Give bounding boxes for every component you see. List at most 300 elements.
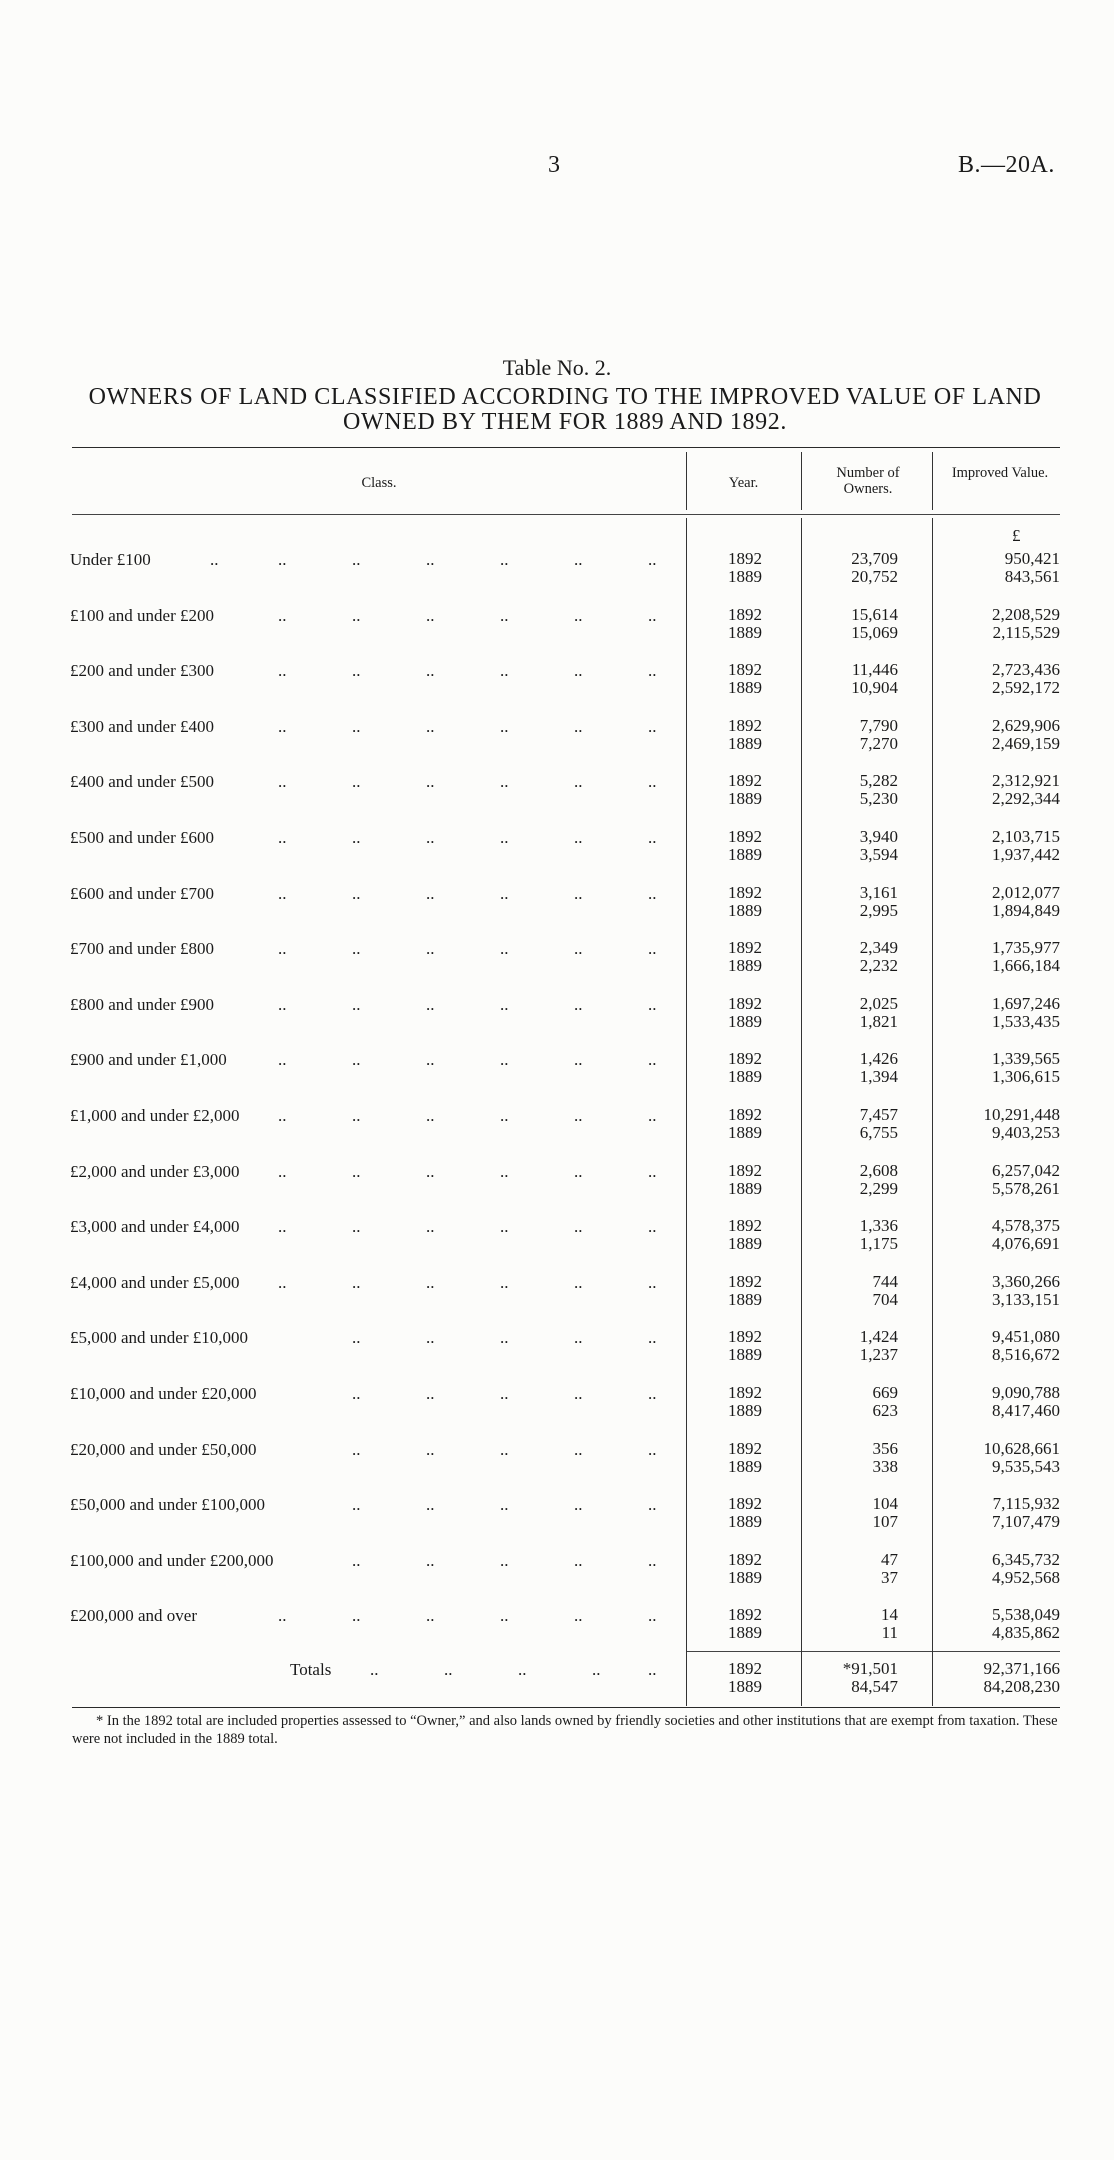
leader-dots: .. <box>352 994 361 1014</box>
owners-count: 14 <box>881 1605 898 1625</box>
row-years <box>710 939 780 975</box>
year: 1889 <box>728 1178 762 1198</box>
year: 1892 <box>728 1216 762 1236</box>
totals-row <box>0 1660 1114 1700</box>
leader-dots: .. <box>500 994 509 1014</box>
table-row <box>0 1217 1114 1257</box>
year: 1889 <box>728 1123 762 1142</box>
leader-dots: .. <box>648 1161 657 1181</box>
leader-dots: .. <box>500 1439 509 1459</box>
leader-dots: .. <box>352 1495 361 1515</box>
table-top-rule <box>72 447 1060 448</box>
year: 1892 <box>728 1549 762 1569</box>
year: 1892 <box>728 1049 762 1069</box>
document-reference: B.—20A. <box>958 152 1055 178</box>
row-owners <box>800 717 898 753</box>
row-values <box>930 995 1060 1031</box>
leader-dots: .. <box>278 828 287 847</box>
leader-dots: .. <box>648 1272 657 1292</box>
leader-dots: .. <box>278 1272 287 1292</box>
leader-dots: .. <box>426 716 435 736</box>
row-owners <box>800 550 898 586</box>
leader-dots: .. <box>278 883 287 903</box>
owners-count: 15,614 <box>851 604 898 624</box>
year: 1892 <box>728 1383 762 1402</box>
year: 1889 <box>728 900 762 920</box>
totals-label: Totals <box>290 1660 332 1679</box>
leader-dots: .. <box>500 661 509 681</box>
leader-dots: .. <box>426 1606 435 1626</box>
column-header-year: Year. <box>728 475 759 491</box>
class-label: Under £100 <box>70 550 151 569</box>
improved-value: 6,345,732 <box>992 1549 1060 1569</box>
leader-dots: .. <box>574 1217 583 1237</box>
year: 1892 <box>728 1105 762 1124</box>
class-label: £20,000 and under £50,000 <box>70 1439 257 1459</box>
leader-dots: .. <box>574 772 583 792</box>
leader-dots: .. <box>648 550 657 569</box>
year: 1892 <box>728 993 762 1013</box>
leader-dots: .. <box>278 1050 287 1070</box>
owners-count: 6,755 <box>859 1123 898 1142</box>
row-years <box>710 1440 780 1476</box>
leader-dots: .. <box>500 1495 509 1515</box>
leader-dots: .. <box>500 1106 509 1125</box>
owners-count: 1,424 <box>859 1327 898 1347</box>
year: 1892 <box>728 604 762 624</box>
owners-count: 2,232 <box>859 956 898 976</box>
table-title: Table No. 2. <box>502 355 612 380</box>
leader-dots: .. <box>574 1606 583 1626</box>
table-row <box>0 1606 1114 1646</box>
improved-value: 1,339,565 <box>992 1049 1060 1069</box>
improved-value: 2,012,077 <box>992 882 1060 902</box>
owners-count: 20,752 <box>851 567 898 586</box>
class-label: £4,000 and under £5,000 <box>70 1272 240 1292</box>
improved-value: 9,090,788 <box>992 1383 1060 1402</box>
improved-value: 2,115,529 <box>992 622 1060 642</box>
improved-value: 2,469,159 <box>992 733 1060 753</box>
year: 1889 <box>728 1067 762 1087</box>
year: 1892 <box>728 882 762 902</box>
improved-value: 4,578,375 <box>992 1216 1060 1236</box>
leader-dots: .. <box>352 883 361 903</box>
row-years <box>710 1606 780 1642</box>
owners-count: 3,594 <box>859 845 898 864</box>
owners-count: 7,270 <box>859 733 898 753</box>
class-label: £100 and under £200 <box>70 605 215 625</box>
leader-dots: .. <box>426 883 435 903</box>
value-unit: £ <box>1012 526 1021 545</box>
improved-value: 8,417,460 <box>992 1401 1060 1420</box>
table-row <box>0 1495 1114 1535</box>
leader-dots: .. <box>352 1050 361 1070</box>
class-label: £700 and under £800 <box>70 939 215 959</box>
leader-dots: .. <box>648 716 657 736</box>
leader-dots: .. <box>500 1550 509 1570</box>
owners-count: 1,426 <box>859 1049 898 1069</box>
leader-dots: .. <box>592 1660 601 1679</box>
improved-value: 843,561 <box>1004 567 1060 586</box>
leader-dots: .. <box>278 1106 287 1125</box>
totals-owners <box>800 1660 898 1696</box>
improved-value: 1,894,849 <box>992 900 1060 920</box>
row-years <box>710 717 780 753</box>
leader-dots: .. <box>426 939 435 959</box>
improved-value: 2,103,715 <box>992 827 1060 846</box>
year: 1892 <box>728 1494 762 1514</box>
leader-dots: .. <box>352 605 361 625</box>
leader-dots: .. <box>574 1328 583 1348</box>
improved-value: 5,578,261 <box>992 1178 1060 1198</box>
leader-dots: .. <box>500 1050 509 1070</box>
leader-dots: .. <box>352 661 361 681</box>
row-values <box>930 1217 1060 1253</box>
row-years <box>710 772 780 808</box>
year: 1889 <box>728 1234 762 1254</box>
row-owners <box>800 828 898 864</box>
row-owners <box>800 1606 898 1642</box>
improved-value: 4,076,691 <box>992 1234 1060 1254</box>
row-values <box>930 550 1060 586</box>
row-values <box>930 1440 1060 1476</box>
table-row <box>0 828 1114 868</box>
owners-count: 5,230 <box>859 789 898 809</box>
year: 1889 <box>728 789 762 809</box>
leader-dots: .. <box>426 1384 435 1403</box>
improved-value: 2,292,344 <box>992 789 1060 809</box>
class-label: £600 and under £700 <box>70 883 215 903</box>
row-values <box>930 661 1060 697</box>
year: 1889 <box>728 956 762 976</box>
totals-years <box>710 1660 780 1696</box>
leader-dots: .. <box>500 1161 509 1181</box>
leader-dots: .. <box>648 772 657 792</box>
row-years <box>710 1328 780 1364</box>
leader-dots: .. <box>426 1272 435 1292</box>
leader-dots: .. <box>426 1050 435 1070</box>
leader-dots: .. <box>370 1660 379 1679</box>
leader-dots: .. <box>352 1606 361 1626</box>
leader-dots: .. <box>574 605 583 625</box>
row-values <box>930 1384 1060 1420</box>
row-owners <box>800 1162 898 1198</box>
leader-dots: .. <box>648 1495 657 1515</box>
class-label: £100,000 and under £200,000 <box>70 1550 274 1570</box>
owners-count: 704 <box>872 1289 898 1309</box>
leader-dots: .. <box>426 772 435 792</box>
table-row <box>0 1551 1114 1591</box>
year: 1892 <box>728 549 762 568</box>
class-label: £5,000 and under £10,000 <box>70 1328 249 1348</box>
improved-value: 950,421 <box>1004 549 1060 568</box>
class-label: £300 and under £400 <box>70 716 215 736</box>
leader-dots: .. <box>500 1328 509 1348</box>
owners-count: 744 <box>872 1271 898 1291</box>
row-years <box>710 550 780 586</box>
leader-dots: .. <box>426 1161 435 1181</box>
row-years <box>710 1106 780 1142</box>
table-row <box>0 606 1114 646</box>
leader-dots: .. <box>278 716 287 736</box>
leader-dots: .. <box>352 939 361 959</box>
leader-dots: .. <box>352 1217 361 1237</box>
leader-dots: .. <box>278 605 287 625</box>
class-label: £2,000 and under £3,000 <box>70 1161 240 1181</box>
table-row <box>0 550 1114 590</box>
row-values <box>930 1606 1060 1642</box>
year: 1892 <box>728 827 762 846</box>
leader-dots: .. <box>574 1495 583 1515</box>
improved-value: 1,735,977 <box>992 938 1060 958</box>
leader-dots: .. <box>426 828 435 847</box>
improved-value: 1,306,615 <box>992 1067 1060 1087</box>
year: 1889 <box>728 1401 762 1420</box>
leader-dots: .. <box>352 1161 361 1181</box>
row-years <box>710 1551 780 1587</box>
leader-dots: .. <box>278 661 287 681</box>
leader-dots: .. <box>426 550 435 569</box>
leader-dots: .. <box>574 1384 583 1403</box>
leader-dots: .. <box>574 939 583 959</box>
owners-count: 2,995 <box>859 900 898 920</box>
owners-count: 1,336 <box>859 1216 898 1236</box>
leader-dots: .. <box>500 828 509 847</box>
improved-value: 2,208,529 <box>992 604 1060 624</box>
leader-dots: .. <box>648 994 657 1014</box>
row-owners <box>800 995 898 1031</box>
row-values <box>930 939 1060 975</box>
leader-dots: .. <box>648 828 657 847</box>
column-header-owners: Number of Owners. <box>836 465 900 497</box>
row-owners <box>800 661 898 697</box>
leader-dots: .. <box>574 716 583 736</box>
class-label: £3,000 and under £4,000 <box>70 1217 240 1237</box>
leader-dots: .. <box>500 716 509 736</box>
year: 1892 <box>728 938 762 958</box>
leader-dots: .. <box>352 1272 361 1292</box>
leader-dots: .. <box>574 883 583 903</box>
owners-count: 2,025 <box>859 993 898 1013</box>
row-values <box>930 1551 1060 1587</box>
leader-dots: .. <box>518 1660 527 1679</box>
row-years <box>710 1217 780 1253</box>
row-values <box>930 1273 1060 1309</box>
table-row <box>0 1384 1114 1424</box>
improved-value: 8,516,672 <box>992 1345 1060 1365</box>
improved-value: 2,723,436 <box>992 660 1060 680</box>
owners-count: 3,940 <box>859 827 898 846</box>
improved-value: 1,697,246 <box>992 993 1060 1013</box>
totals-values <box>930 1660 1060 1696</box>
year: 1889 <box>728 622 762 642</box>
footnote: * In the 1892 total are included properties assessed to “Owner,” and also lands owned by friendly societies and other institutions that are exempt from taxation. These were not included in the 1889 total. <box>72 1713 1058 1747</box>
year: 1889 <box>728 1623 762 1643</box>
row-years <box>710 1162 780 1198</box>
leader-dots: .. <box>648 1106 657 1125</box>
row-values <box>930 1162 1060 1198</box>
row-owners <box>800 606 898 642</box>
row-values <box>930 884 1060 920</box>
row-years <box>710 1050 780 1086</box>
table-row <box>0 1050 1114 1090</box>
leader-dots: .. <box>352 1384 361 1403</box>
owners-count: 5,282 <box>859 771 898 791</box>
year: 1892 <box>728 771 762 791</box>
leader-dots: .. <box>648 1050 657 1070</box>
row-values <box>930 1328 1060 1364</box>
leader-dots: .. <box>574 1550 583 1570</box>
improved-value: 4,952,568 <box>992 1567 1060 1587</box>
leader-dots: .. <box>648 1606 657 1626</box>
leader-dots: .. <box>574 828 583 847</box>
class-label: £900 and under £1,000 <box>70 1050 227 1070</box>
leader-dots: .. <box>648 939 657 959</box>
leader-dots: .. <box>278 1606 287 1626</box>
row-years <box>710 1384 780 1420</box>
owners-count: 1,175 <box>859 1234 898 1254</box>
improved-value: 10,291,448 <box>983 1105 1060 1124</box>
leader-dots: .. <box>574 661 583 681</box>
row-owners <box>800 1440 898 1476</box>
leader-dots: .. <box>500 1606 509 1626</box>
leader-dots: .. <box>648 1217 657 1237</box>
improved-value: 10,628,661 <box>983 1438 1060 1458</box>
owners-count: 10,904 <box>851 678 898 698</box>
leader-dots: .. <box>574 1161 583 1181</box>
leader-dots: .. <box>278 1161 287 1181</box>
improved-value: 7,115,932 <box>992 1494 1060 1514</box>
leader-dots: .. <box>352 1328 361 1348</box>
improved-value: 2,629,906 <box>992 715 1060 735</box>
leader-dots: .. <box>500 550 509 569</box>
owners-count: 104 <box>872 1494 898 1514</box>
year: 1889 <box>728 1345 762 1365</box>
leader-dots: .. <box>574 1439 583 1459</box>
table-row <box>0 717 1114 757</box>
row-years <box>710 661 780 697</box>
leader-dots: .. <box>574 994 583 1014</box>
table-row <box>0 995 1114 1035</box>
owners-count: 669 <box>872 1383 898 1402</box>
column-divider <box>932 452 933 510</box>
row-owners <box>800 884 898 920</box>
row-values <box>930 1495 1060 1531</box>
leader-dots: .. <box>352 828 361 847</box>
row-owners <box>800 1050 898 1086</box>
leader-dots: .. <box>352 1439 361 1459</box>
leader-dots: .. <box>444 1660 453 1679</box>
owners-count: 3,161 <box>859 882 898 902</box>
class-label: £10,000 and under £20,000 <box>70 1384 257 1403</box>
improved-value: 1,533,435 <box>992 1011 1060 1031</box>
leader-dots: .. <box>500 1272 509 1292</box>
table-row <box>0 1162 1114 1202</box>
class-label: £50,000 and under £100,000 <box>70 1495 266 1515</box>
class-label: £200,000 and over <box>70 1606 198 1626</box>
year: 1889 <box>728 1289 762 1309</box>
column-header-value: Improved Value. <box>951 465 1049 481</box>
leader-dots: .. <box>500 883 509 903</box>
table-row <box>0 1440 1114 1480</box>
year: 1892 <box>728 1271 762 1291</box>
owners-count: 7,790 <box>859 715 898 735</box>
table-row <box>0 772 1114 812</box>
leader-dots: .. <box>500 605 509 625</box>
improved-value: 2,312,921 <box>992 771 1060 791</box>
table-row <box>0 661 1114 701</box>
leader-dots: .. <box>500 1384 509 1403</box>
class-label: £1,000 and under £2,000 <box>70 1106 240 1125</box>
improved-value: 9,403,253 <box>992 1123 1060 1142</box>
owners-count: 2,349 <box>859 938 898 958</box>
leader-dots: .. <box>648 1328 657 1348</box>
improved-value: 9,535,543 <box>992 1456 1060 1476</box>
owners-count: 11,446 <box>851 660 898 680</box>
owners-count: 1,821 <box>859 1011 898 1031</box>
year: 1892 <box>728 1438 762 1458</box>
owners-count: 15,069 <box>851 622 898 642</box>
year: 1892 <box>728 1659 762 1678</box>
improved-value: 6,257,042 <box>992 1160 1060 1180</box>
improved-value: 92,371,166 <box>983 1659 1060 1678</box>
leader-dots: .. <box>500 772 509 792</box>
improved-value: 9,451,080 <box>992 1327 1060 1347</box>
row-values <box>930 828 1060 864</box>
leader-dots: .. <box>426 1550 435 1570</box>
leader-dots: .. <box>648 1384 657 1403</box>
owners-count: 1,237 <box>859 1345 898 1365</box>
table-bottom-rule <box>72 1707 1060 1708</box>
owners-count: 2,608 <box>859 1160 898 1180</box>
leader-dots: .. <box>352 1106 361 1125</box>
leader-dots: .. <box>278 1217 287 1237</box>
row-years <box>710 606 780 642</box>
class-label: £500 and under £600 <box>70 828 215 847</box>
row-owners <box>800 1106 898 1142</box>
year: 1889 <box>728 678 762 698</box>
row-owners <box>800 939 898 975</box>
leader-dots: .. <box>426 994 435 1014</box>
owners-count: 47 <box>881 1549 898 1569</box>
year: 1889 <box>728 1456 762 1476</box>
class-label: £800 and under £900 <box>70 994 215 1014</box>
leader-dots: .. <box>210 550 219 569</box>
row-years <box>710 1273 780 1309</box>
improved-value: 2,592,172 <box>992 678 1060 698</box>
leader-dots: .. <box>426 605 435 625</box>
class-label: £200 and under £300 <box>70 661 215 681</box>
improved-value: 1,666,184 <box>992 956 1060 976</box>
leader-dots: .. <box>278 550 287 569</box>
year: 1889 <box>728 733 762 753</box>
leader-dots: .. <box>278 939 287 959</box>
improved-value: 4,835,862 <box>992 1623 1060 1643</box>
row-owners <box>800 772 898 808</box>
year: 1892 <box>728 1605 762 1625</box>
leader-dots: .. <box>648 1439 657 1459</box>
row-years <box>710 828 780 864</box>
leader-dots: .. <box>278 994 287 1014</box>
owners-count: 37 <box>881 1567 898 1587</box>
table-row <box>0 1273 1114 1313</box>
improved-value: 5,538,049 <box>992 1605 1060 1625</box>
row-owners <box>800 1384 898 1420</box>
owners-count: 7,457 <box>859 1105 898 1124</box>
year: 1892 <box>728 715 762 735</box>
year: 1892 <box>728 660 762 680</box>
leader-dots: .. <box>426 1217 435 1237</box>
